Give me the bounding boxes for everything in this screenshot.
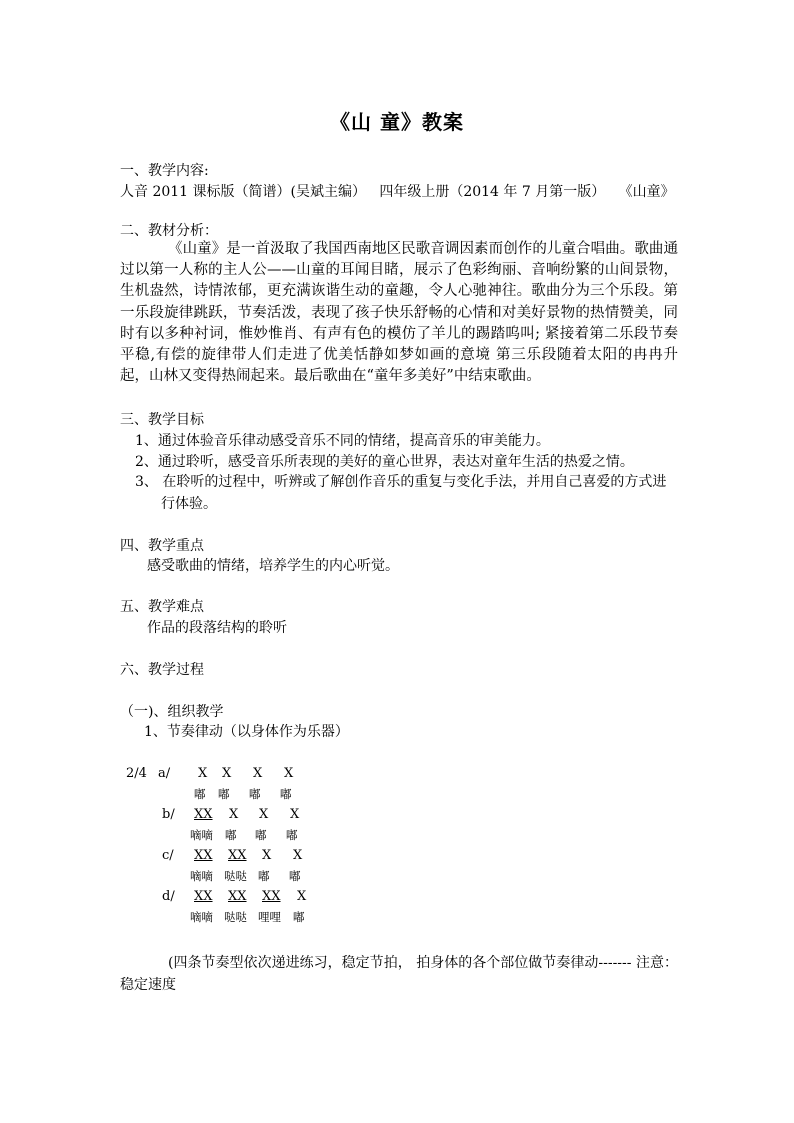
- page-title: 《山 童》教案: [330, 110, 464, 134]
- rhythm-note: X: [198, 766, 208, 781]
- rhythm-syllable: 嘟: [218, 787, 230, 801]
- rhythm-syllable: 嘟: [194, 787, 206, 801]
- rhythm-note: X: [293, 848, 303, 863]
- goal-item-2: 2、通过聆听，感受音乐所表现的美好的童心世界，表达对童年生活的热爱之情。: [135, 454, 634, 470]
- goal-item-1: 1、通过体验音乐律动感受音乐不同的情绪，提高音乐的审美能力。: [135, 433, 550, 449]
- rhythm-syllable: 哒哒: [224, 869, 247, 883]
- rhythm-note: XX: [194, 807, 213, 822]
- goal-item-3: [135, 471, 680, 515]
- rhythm-syllable: 嘟: [289, 869, 301, 883]
- rhythm-note: XX: [262, 889, 281, 904]
- rhythm-note: X: [297, 889, 307, 904]
- section-heading-goals: 三、教学目标: [120, 412, 204, 428]
- rhythm-row-label: c/: [162, 848, 174, 863]
- rhythm-syllable: 嘟: [225, 828, 237, 842]
- rhythm-meter: 2/4: [126, 766, 147, 781]
- rhythm-syllable: 嘟: [258, 869, 270, 883]
- rhythm-syllable: 嘟: [249, 787, 261, 801]
- rhythm-note: XX: [228, 889, 247, 904]
- teaching-content-text: 人音 2011 课标版（简谱）(吴斌主编） 四年级上册（2014 年 7 月第一版） 《山童》: [120, 184, 675, 200]
- process-item-rhythm: 1、节奏律动（以身体作为乐器）: [144, 724, 349, 740]
- section-heading-process: 六、教学过程: [120, 662, 204, 678]
- rhythm-note: XX: [194, 848, 213, 863]
- rhythm-note: X: [262, 848, 272, 863]
- rhythm-note: X: [284, 766, 294, 781]
- rhythm-syllable: 嘀嘀: [190, 828, 213, 842]
- difficulty-text: 作品的段落结构的聆听: [147, 620, 287, 636]
- section-heading-analysis: 二、教材分析：: [120, 223, 218, 239]
- rhythm-row-label: a/: [158, 766, 171, 781]
- rhythm-syllable: 嘟: [280, 787, 292, 801]
- rhythm-row-label: b/: [162, 807, 175, 822]
- rhythm-syllable: 嘟: [293, 910, 305, 924]
- section-heading-difficulty: 五、教学难点: [120, 599, 204, 615]
- rhythm-syllable: 嘟: [255, 828, 267, 842]
- section-heading-content: 一、教学内容:: [120, 163, 209, 179]
- rhythm-syllable: 嘟: [286, 828, 298, 842]
- rhythm-note: X: [259, 807, 269, 822]
- process-subsection-organize: （一)、组织教学: [120, 704, 224, 720]
- rhythm-syllable: 哒哒: [224, 910, 247, 924]
- key-point-text: 感受歌曲的情绪，培养学生的内心听觉。: [147, 558, 399, 574]
- rhythm-note: X: [229, 807, 239, 822]
- section-heading-key-point: 四、教学重点: [120, 538, 204, 554]
- rhythm-note: XX: [194, 889, 213, 904]
- rhythm-note: XX: [228, 848, 247, 863]
- analysis-paragraph: 《山童》是一首汲取了我国西南地区民歌音调因素而创作的儿童合唱曲。歌曲通过以第一人称的主人公——山童的耳闻目睹，展示了色彩绚丽、音响纷繁的山间景物，生机盎然，诗情浓郁，更充满诙谐生动的童趣，令人心驰神往。歌曲分为三个乐段。第一乐段旋律跳跃，节奏活泼，表现了孩子快乐舒畅的心情和对美好景物的热情赞美，同时有以多种衬词，惟妙惟肖、有声有色的模仿了羊儿的踢踏呜叫; 紧接着第二乐段节奏平稳,有偿的旋律带人们走进了优美恬静如梦如画的意境 第三乐段随着太阳的冉冉升起，山林又变得热闹起来。最后歌曲在“童年多美好”中结束歌曲。: [120, 241, 678, 385]
- rhythm-syllable: 嘀嘀: [190, 910, 213, 924]
- rhythm-practice-note: (四条节奏型依次递进练习，稳定节拍， 拍身体的各个部位做节奏律动------- 注意：稳定速度: [120, 955, 678, 993]
- rhythm-note: X: [222, 766, 232, 781]
- rhythm-note: X: [253, 766, 263, 781]
- rhythm-syllable: 哩哩: [258, 910, 281, 924]
- goal-item-3-text: 3、 在聆听的过程中，听辨或了解创作音乐的重复与变化手法，并用自己喜爱的方式进行体验。: [135, 474, 667, 512]
- rhythm-syllable: 嘀嘀: [190, 869, 213, 883]
- rhythm-note: X: [290, 807, 300, 822]
- rhythm-row-label: d/: [162, 889, 175, 904]
